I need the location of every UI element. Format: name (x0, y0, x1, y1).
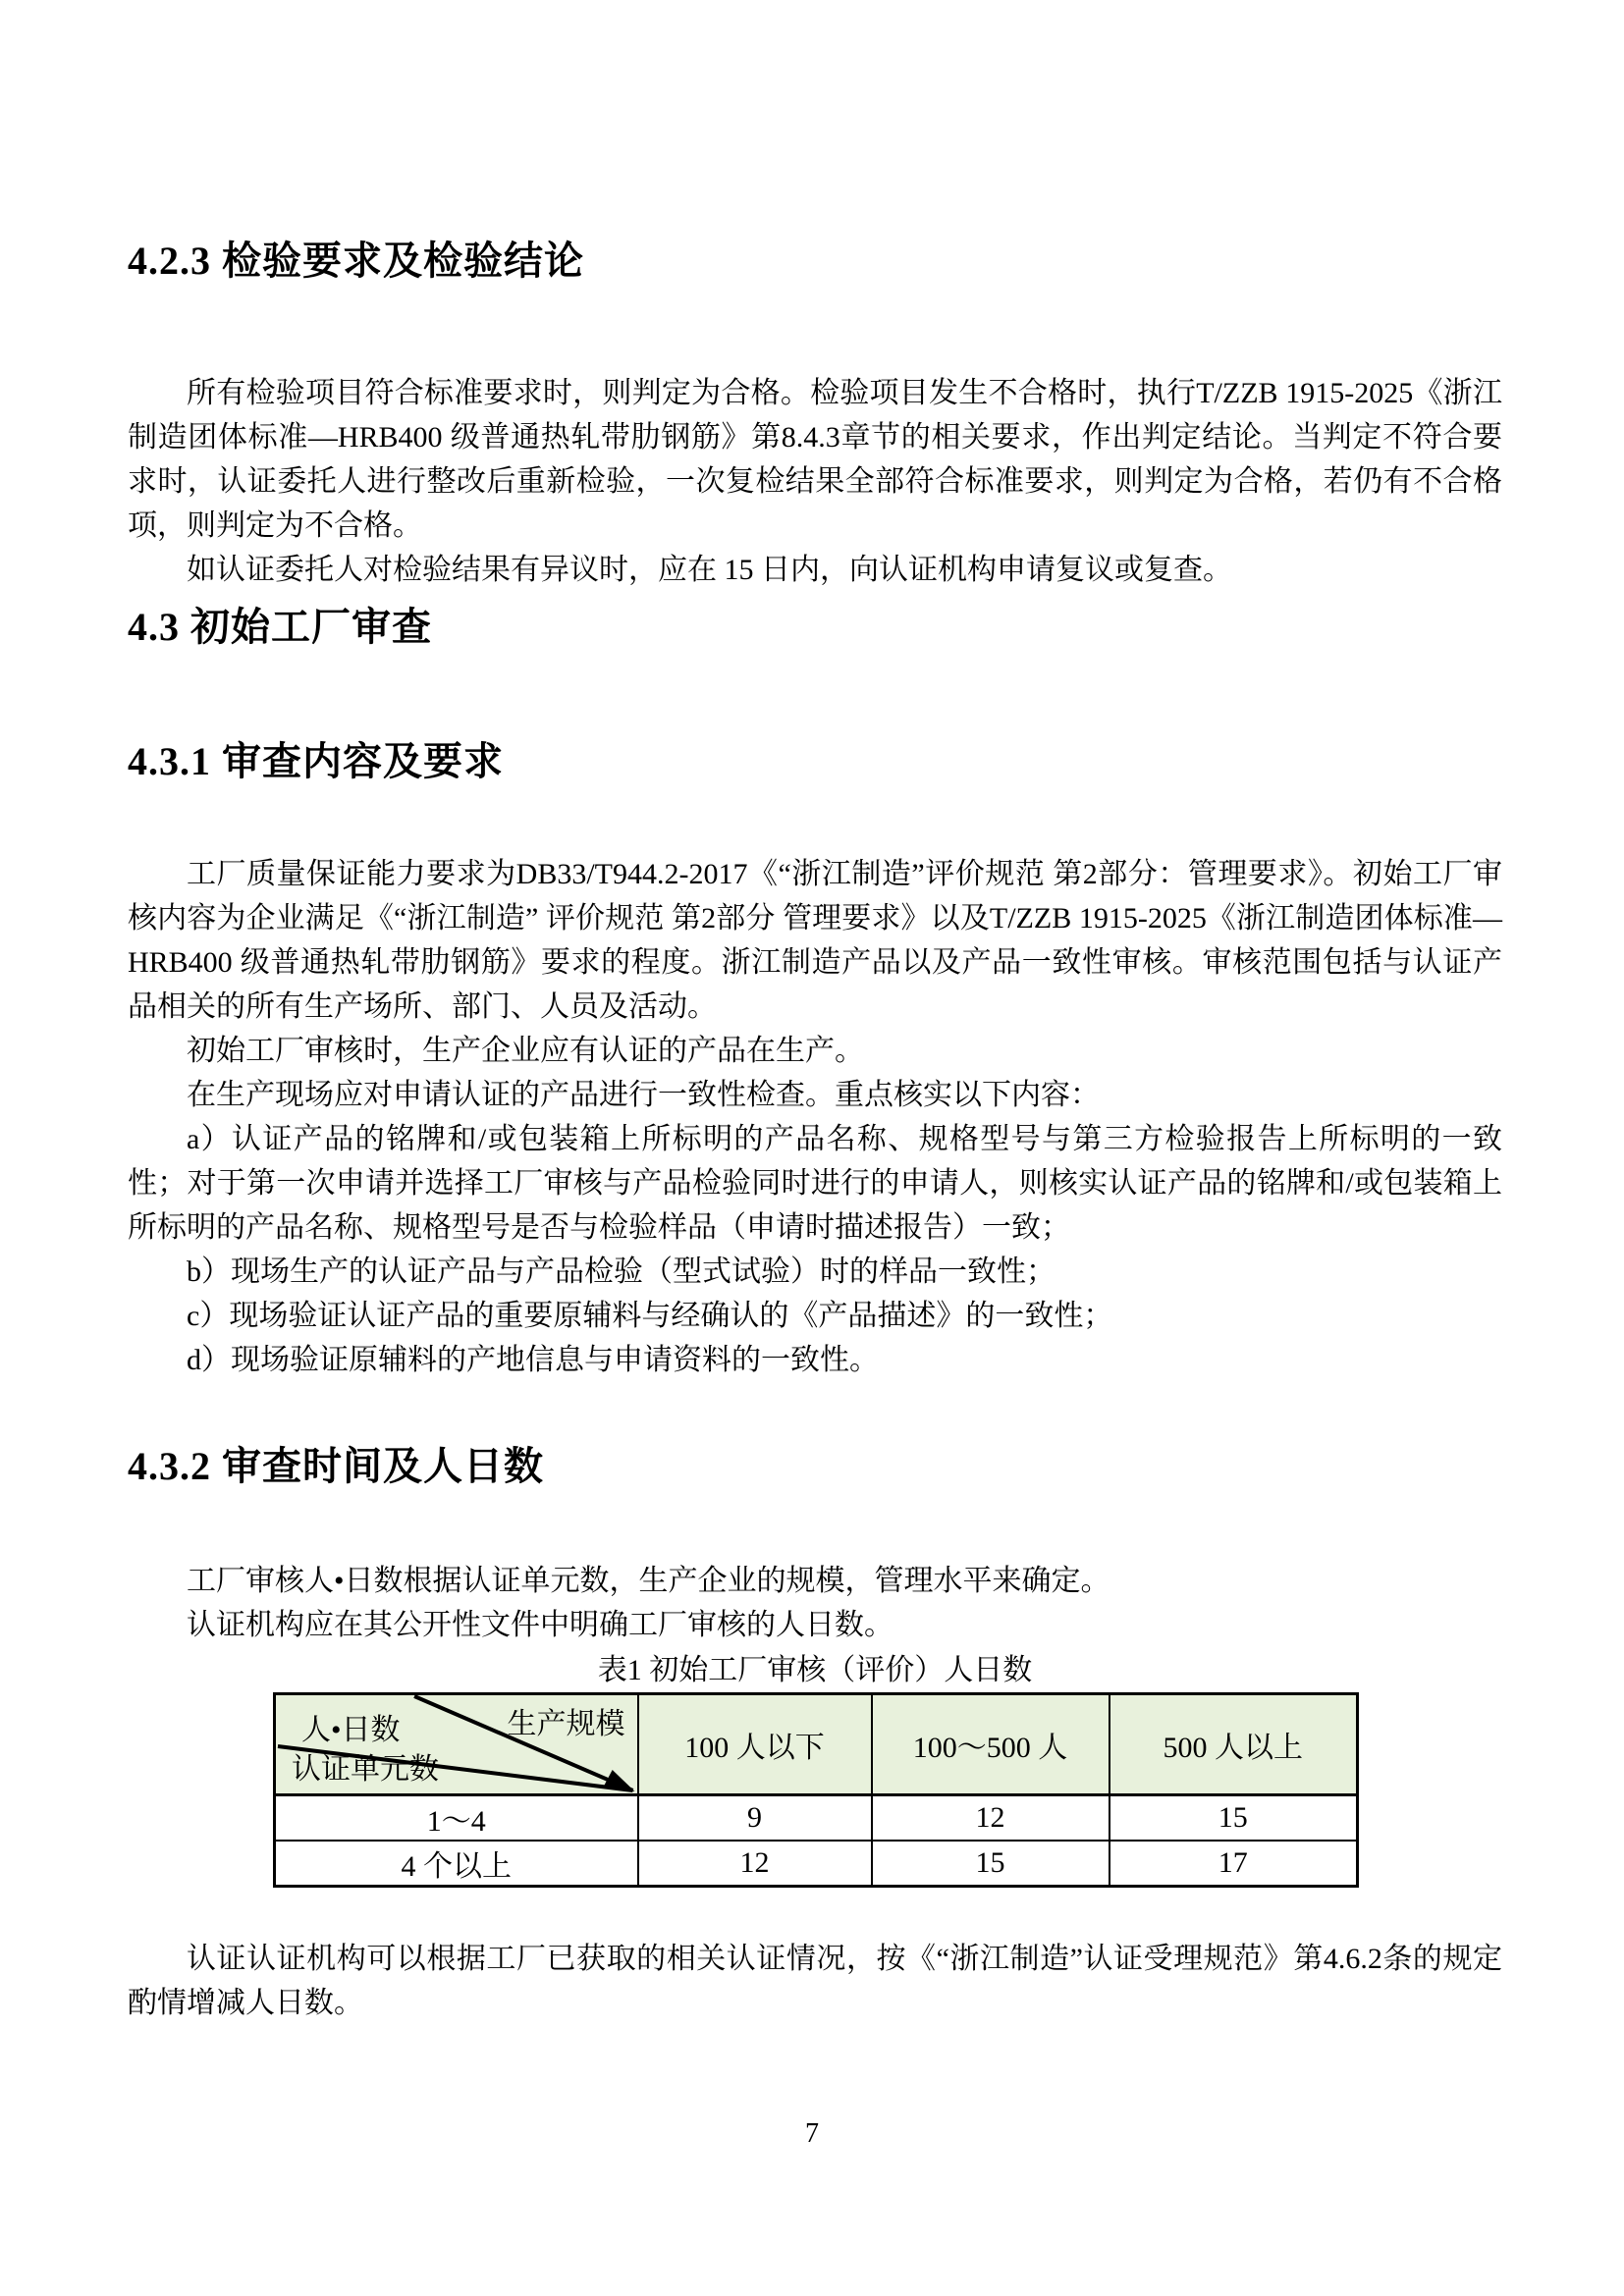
document-content (128, 0, 1502, 2025)
corner-label-person-days: 人•日数 (301, 1714, 401, 1746)
paragraph-consistency-check-intro: 在生产现场应对申请认证的产品进行一致性检查。重点核实以下内容： (187, 1079, 1100, 1111)
table-cell: 12 (638, 1841, 872, 1887)
paragraph-public-document: 认证机构应在其公开性文件中明确工厂审核的人日数。 (187, 1609, 893, 1641)
heading-4-3-2: 4.3.2 审查时间及人日数 (128, 1444, 544, 1488)
paragraph-product-in-production: 初始工厂审核时，生产企业应有认证的产品在生产。 (187, 1035, 864, 1067)
page-number: 7 (805, 2118, 819, 2149)
paragraph-adjust-days: 认证认证机构可以根据工厂已获取的相关认证情况，按《“浙江制造”认证受理规范》第4.6.2条的规定酌情增减人日数。 (128, 1943, 1502, 2019)
row-label-cell: 4 个以上 (275, 1841, 638, 1887)
row-label-cell: 1～4 (275, 1795, 638, 1842)
table-cell: 15 (872, 1841, 1110, 1887)
list-item-a: a）认证产品的铭牌和/或包装箱上所标明的产品名称、规格型号与第三方检验报告上所标明的一致性；对于第一次申请并选择工厂审核与产品检验同时进行的申请人，则核实认证产品的铭牌和/或包装箱上所标明的产品名称、规格型号是否与检验样品（申请时描述报告）一致； (128, 1123, 1502, 1244)
table-row-1-4 (275, 1795, 1358, 1842)
list-item-c: c）现场验证认证产品的重要原辅料与经确认的《产品描述》的一致性； (187, 1300, 1113, 1332)
col-header-over-500: 500 人以上 (1110, 1694, 1358, 1795)
table-cell: 17 (1110, 1841, 1358, 1887)
heading-4-2-3: 4.2.3 检验要求及检验结论 (128, 239, 584, 283)
paragraph-objection: 如认证委托人对检验结果有异议时，应在 15 日内，向认证机构申请复议或复查。 (187, 554, 1232, 586)
table-cell: 9 (638, 1795, 872, 1842)
paragraph-factory-requirements: 工厂质量保证能力要求为DB33/T944.2-2017《“浙江制造”评价规范 第2部分：管理要求》。初始工厂审核内容为企业满足《“浙江制造” 评价规范 第2部分 管理要求》以及T/ZZB 1915-2025《浙江制造团体标准—HRB400 级普通热轧带肋钢筋》要求的程度。浙江制造产品以及产品一致性审核。审核范围包括与认证产品相关的所有生产场所、部门、人员及活动。 (128, 858, 1502, 1023)
table-caption: 表1 初始工厂审核（评价）人日数 (597, 1654, 1033, 1686)
list-item-b: b）现场生产的认证产品与产品检验（型式试验）时的样品一致性； (187, 1255, 1056, 1288)
paragraph-audit-days-basis: 工厂审核人•日数根据认证单元数，生产企业的规模，管理水平来确定。 (187, 1565, 1110, 1597)
heading-4-3-1: 4.3.1 审查内容及要求 (128, 739, 504, 783)
heading-4-3: 4.3 初始工厂审查 (128, 605, 432, 649)
col-header-under-100: 100 人以下 (638, 1694, 872, 1795)
paragraph-inspection-judgement: 所有检验项目符合标准要求时，则判定为合格。检验项目发生不合格时，执行T/ZZB 1915-2025《浙江制造团体标准—HRB400 级普通热轧带肋钢筋》第8.4.3章节的相关要求，作出判定结论。当判定不符合要求时，认证委托人进行整改后重新检验，一次复检结果全部符合标准要求，则判定为合格，若仍有不合格项，则判定为不合格。 (128, 377, 1502, 542)
corner-label-production-scale: 生产规模 (507, 1708, 625, 1740)
table-header-row (275, 1694, 1358, 1795)
table-row-over-4 (275, 1841, 1358, 1887)
corner-label-cert-units: 认证单元数 (292, 1753, 439, 1786)
table-cell: 12 (872, 1795, 1110, 1842)
audit-days-table (273, 1692, 1359, 1888)
col-header-100-500: 100～500 人 (872, 1694, 1110, 1795)
list-item-d: d）现场验证原辅料的产地信息与申请资料的一致性。 (187, 1344, 879, 1376)
table-cell: 15 (1110, 1795, 1358, 1842)
diagonal-header-cell (275, 1694, 638, 1795)
